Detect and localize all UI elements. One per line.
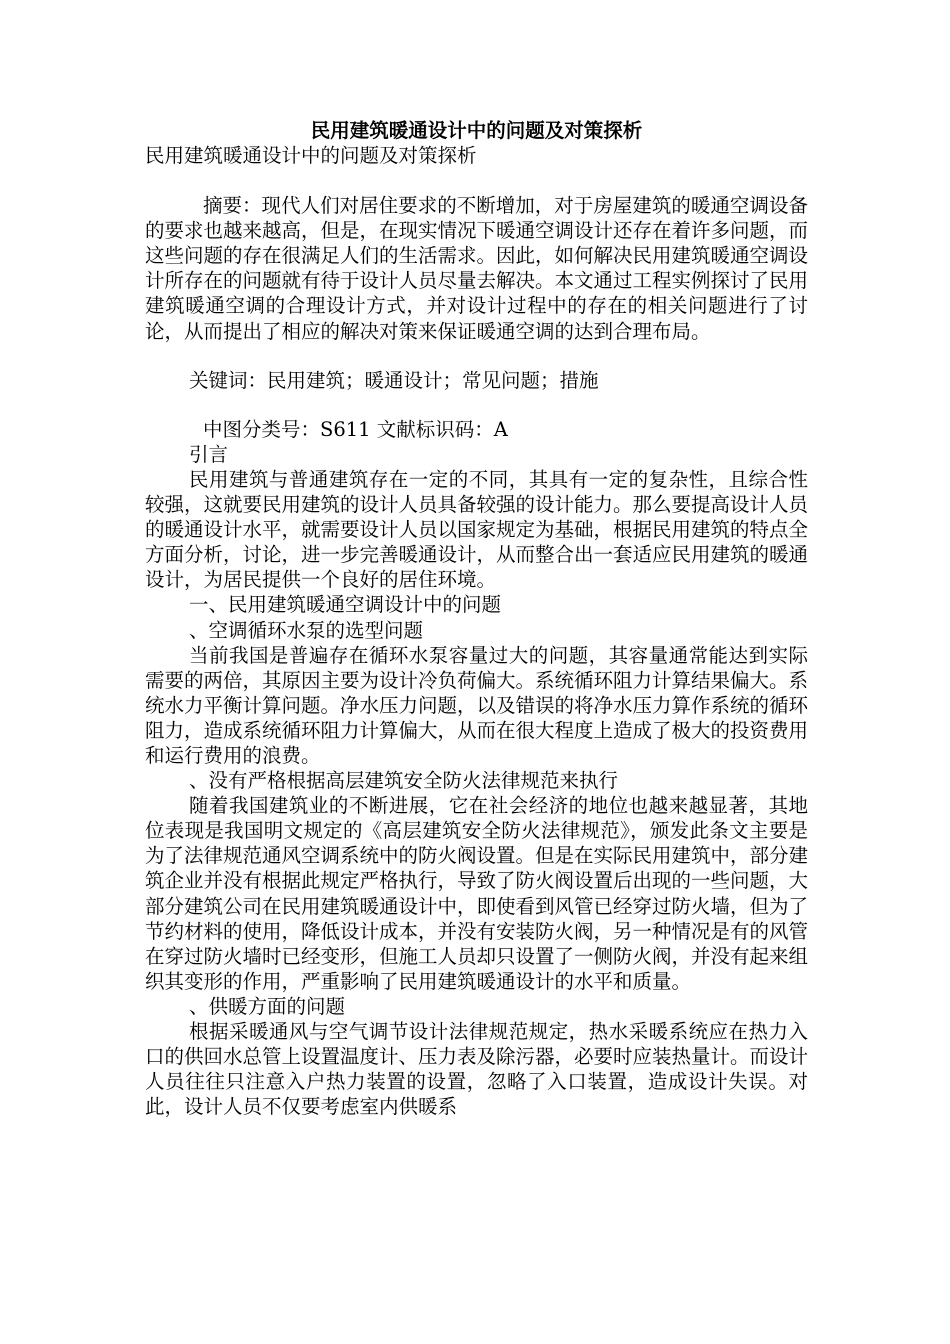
subsection-2-heading: 、没有严格根据高层建筑安全防火法律规范来执行 (189, 769, 619, 793)
intro-paragraph: 民用建筑与普通建筑存在一定的不同，其具有一定的复杂性，且综合性较强，这就要民用建筑的设计人员具备较强的设计能力。那么要提高设计人员的暖通设计水平，就需要设计人员以国家规定为基础，根据民用建筑的特点全方面分析，讨论，进一步完善暖通设计，从而整合出一套适应民用建筑的暖通设计，为居民提供一个良好的居住环境。 (145, 467, 809, 592)
document-title: 民用建筑暖通设计中的问题及对策探析 (310, 119, 643, 142)
intro-heading: 引言 (189, 442, 229, 466)
subsection-1-paragraph: 当前我国是普遍存在循环水泵容量过大的问题，其容量通常能达到实际需要的两倍，其原因主要为设计冷负荷偏大。系统循环阻力计算结果偏大。系统水力平衡计算问题。净水压力问题，以及错误的将净水压力算作系统的循环阻力，造成系统循环阻力计算偏大，从而在很大程度上造成了极大的投资费用和运行费用的浪费。 (145, 643, 809, 767)
document-subtitle: 民用建筑暖通设计中的问题及对策探析 (145, 144, 477, 167)
document-page (145, 118, 808, 1119)
subsection-3-heading: 、供暖方面的问题 (189, 994, 346, 1018)
subsection-2-paragraph: 随着我国建筑业的不断进展，它在社会经济的地位也越来越显著，其地位表现是我国明文规定的《高层建筑安全防火法律规范》，颁发此条文主要是为了法律规范通风空调系统中的防火阀设置。但是在实际民用建筑中，部分建筑企业并没有根据此规定严格执行，导致了防火阀设置后出现的一些问题，大部分建筑公司在民用建筑暖通设计中，即使看到风管已经穿过防火墙，但为了节约材料的使用，降低设计成本，并没有安装防火阀，另一种情况是有的风管在穿过防火墙时已经变形，但施工人员却只设置了一侧防火阀，并没有起来组织其变形的作用，严重影响了民用建筑暖通设计的水平和质量。 (145, 794, 809, 993)
subsection-3-paragraph: 根据采暖通风与空气调节设计法律规范规定，热水采暖系统应在热力入口的供回水总管上设置温度计、压力表及除污器，必要时应装热量计。而设计人员往往只注意入户热力装置的设置，忽略了入口装置，造成设计失误。对此，设计人员不仅要考虑室内供暖系 (145, 1020, 809, 1119)
abstract-paragraph: 摘要：现代人们对居住要求的不断增加，对于房屋建筑的暖通空调设备的要求也越来越高，但是，在现实情况下暖通空调设计还存在着许多问题，而这些问题的存在很满足人们的生活需求。因此，如何解决民用建筑暖通空调设计所存在的问题就有待于设计人员尽量去解决。本文通过工程实例探讨了民用建筑暖通空调的合理设计方式，并对设计过程中的存在的相关问题进行了讨论，从而提出了相应的解决对策来保证暖通空调的达到合理布局。 (145, 194, 809, 343)
subsection-1-heading: 、空调循环水泵的选型问题 (189, 618, 424, 642)
classification-line: 中图分类号：S611 文献标识码：A (203, 417, 508, 441)
section-1-heading: 一、民用建筑暖通空调设计中的问题 (189, 593, 502, 617)
keywords-line: 关键词：民用建筑；暖通设计；常见问题；措施 (189, 368, 599, 392)
